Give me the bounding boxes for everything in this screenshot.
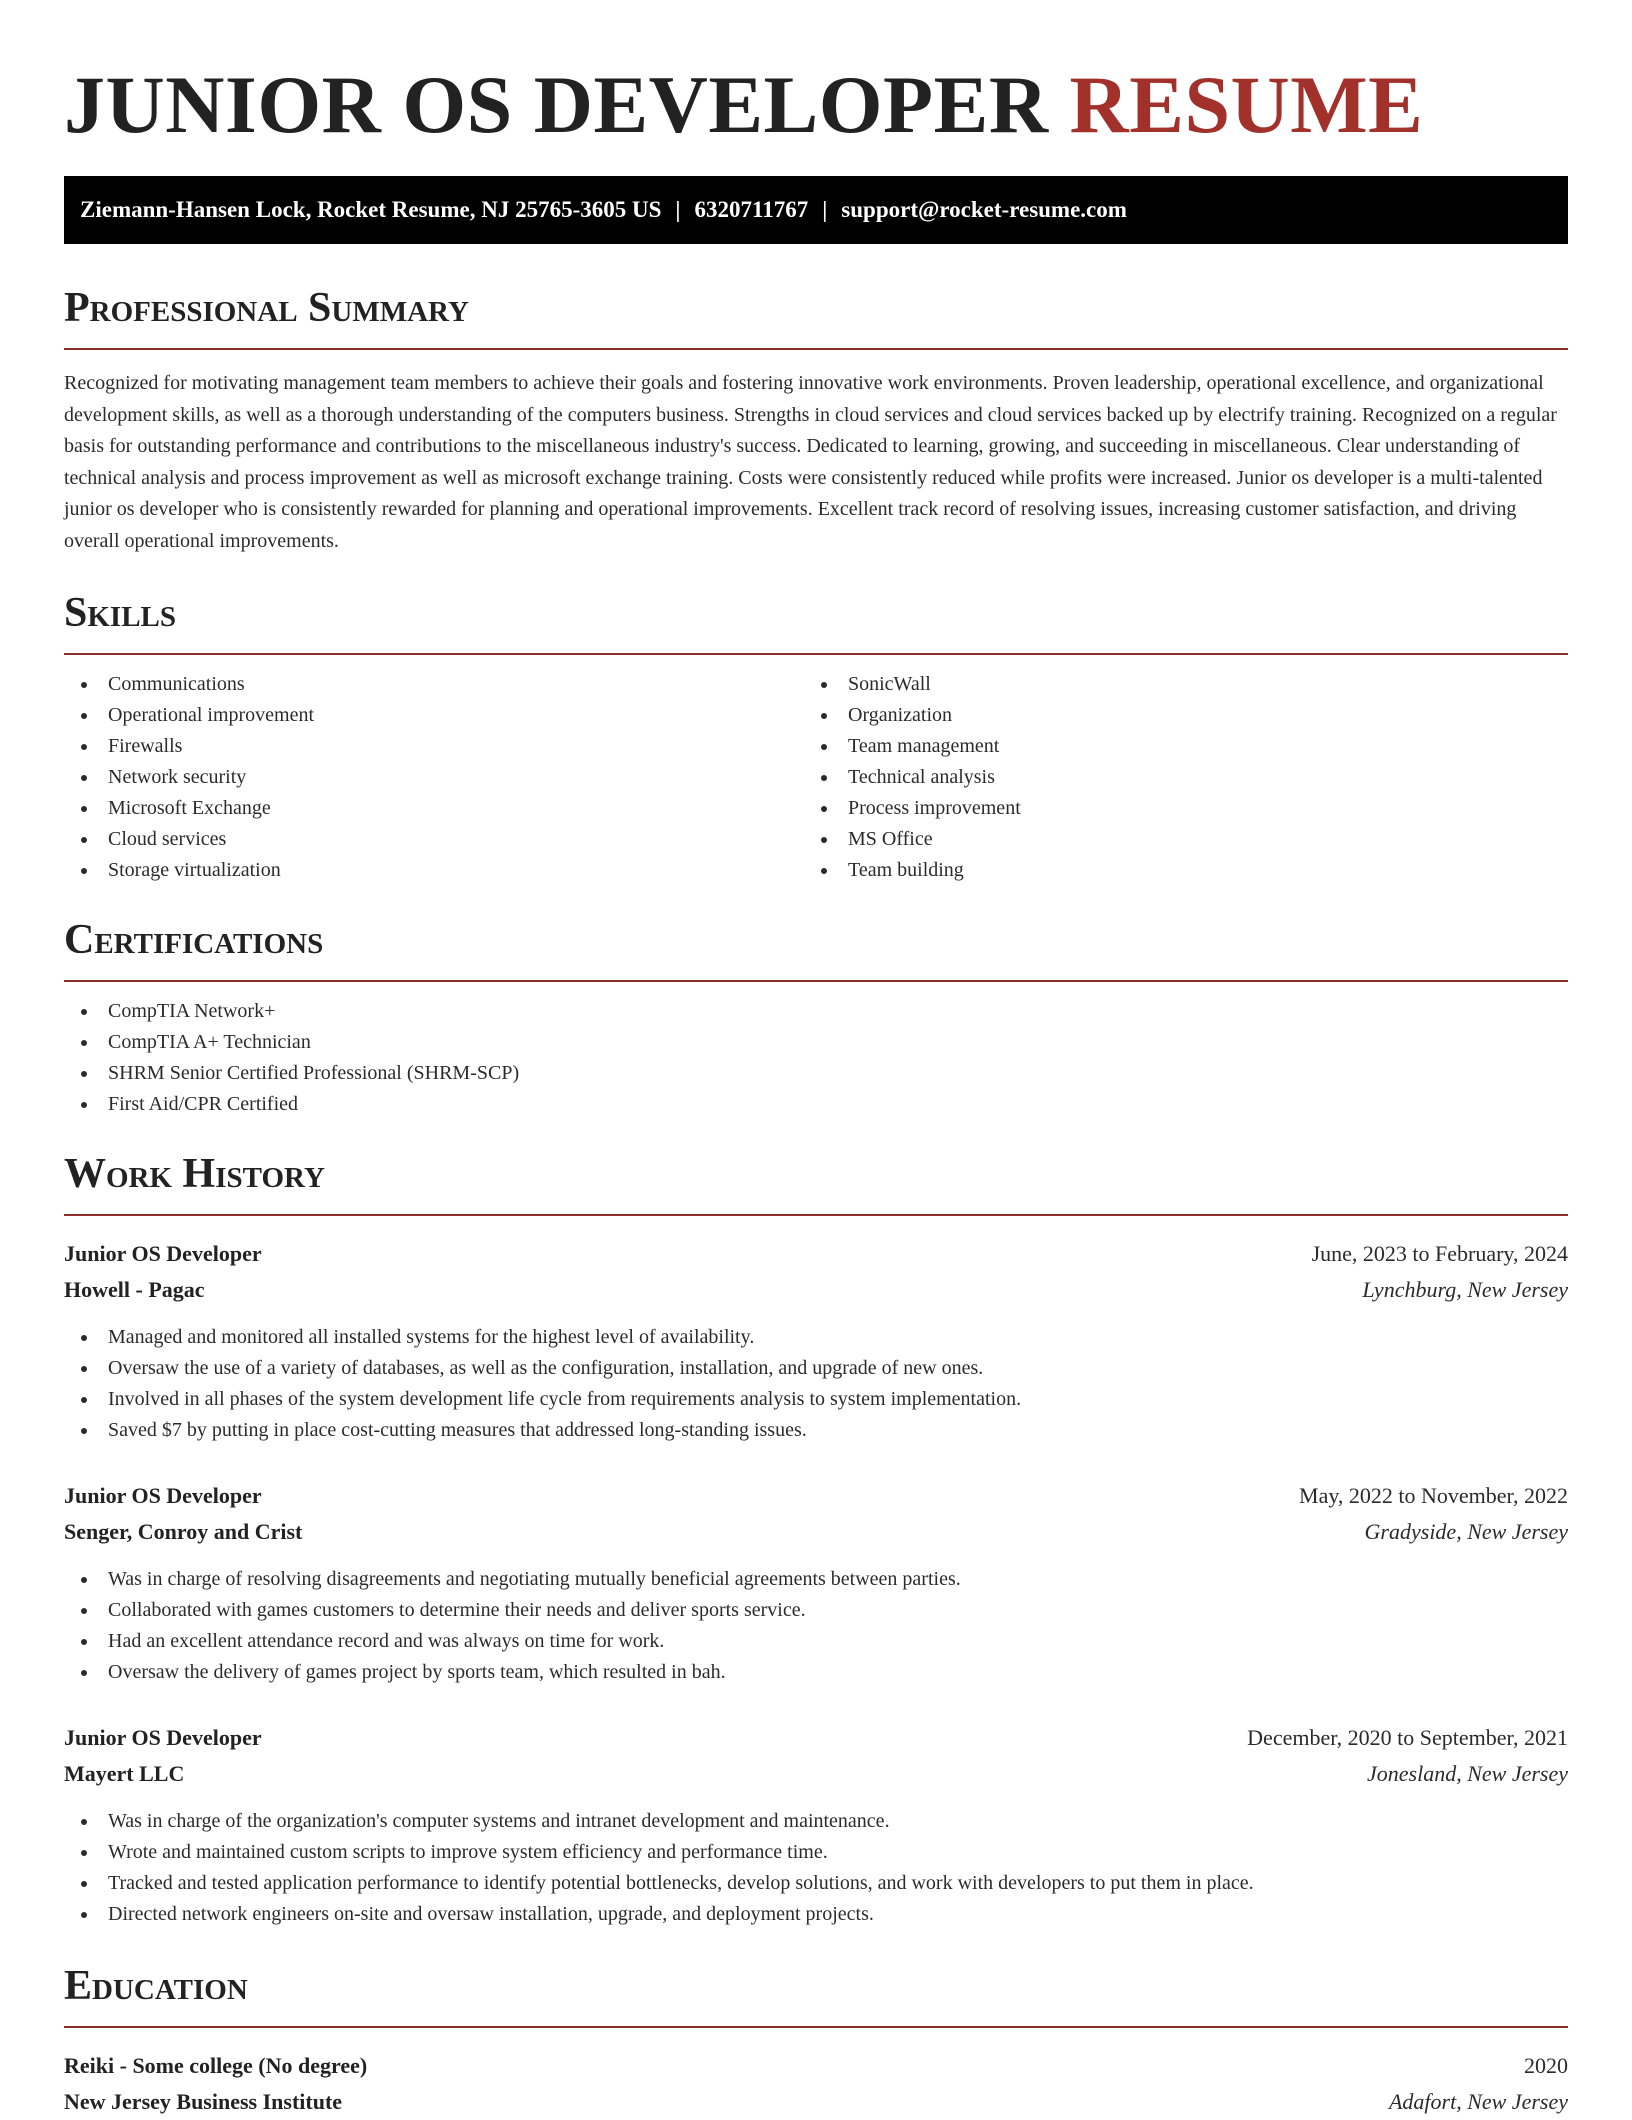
certifications-heading: Certifications: [64, 914, 1568, 982]
skill-label: Cloud services: [108, 828, 227, 850]
list-item: [64, 1806, 1568, 1837]
skills-heading: Skills: [64, 587, 1568, 655]
bullet-icon: [81, 1102, 87, 1108]
bullet-icon: [81, 1335, 87, 1341]
duty-text: Oversaw the use of a variety of databases, as well as the configuration, installation, and upgrade of new ones.: [108, 1357, 984, 1379]
list-item: [804, 669, 1544, 700]
list-item: [64, 855, 804, 886]
bullet-icon: [81, 1639, 87, 1645]
bullet-icon: [821, 682, 827, 688]
bullet-icon: [81, 1009, 87, 1015]
list-item: [64, 1564, 1568, 1595]
job-dates: December, 2020 to September, 2021: [1247, 1725, 1568, 1750]
duty-text: Directed network engineers on-site and oversaw installation, upgrade, and deployment projects.: [108, 1903, 874, 1925]
job-dates: May, 2022 to November, 2022: [1299, 1483, 1568, 1508]
bullet-icon: [81, 1850, 87, 1856]
bullet-icon: [81, 1040, 87, 1046]
list-item: [804, 855, 1544, 886]
list-item: [64, 1089, 1568, 1120]
duty-text: Oversaw the delivery of games project by sports team, which resulted in bah.: [108, 1661, 726, 1683]
skills-columns: [64, 655, 1568, 886]
job-duties: [64, 1806, 1568, 1930]
skill-label: Technical analysis: [848, 766, 995, 788]
resume-title: [64, 58, 1568, 152]
bullet-icon: [81, 682, 87, 688]
list-item: [804, 793, 1544, 824]
bullet-icon: [81, 1071, 87, 1077]
job-company: Senger, Conroy and Crist: [64, 1519, 303, 1544]
bullet-icon: [81, 1881, 87, 1887]
skills-list-right: [804, 669, 1544, 886]
list-item: [64, 1899, 1568, 1930]
skill-label: Organization: [848, 704, 953, 726]
bullet-icon: [821, 837, 827, 843]
contact-phone: 6320711767: [694, 197, 809, 222]
job-company: Howell - Pagac: [64, 1277, 205, 1302]
bullet-icon: [821, 744, 827, 750]
certification-label: SHRM Senior Certified Professional (SHRM-SCP): [108, 1062, 520, 1084]
job-title: Junior OS Developer: [64, 1241, 262, 1266]
contact-separator: |: [822, 197, 828, 222]
skill-label: Operational improvement: [108, 704, 315, 726]
skill-label: Microsoft Exchange: [108, 797, 271, 819]
job-location: Jonesland, New Jersey: [1367, 1761, 1568, 1786]
list-item: [64, 1595, 1568, 1626]
duty-text: Tracked and tested application performance to identify potential bottlenecks, develop solutions, and work with developers to put them in place.: [108, 1872, 1254, 1894]
certification-label: CompTIA A+ Technician: [108, 1031, 311, 1053]
skill-label: Firewalls: [108, 735, 183, 757]
job-company: Mayert LLC: [64, 1761, 185, 1786]
list-item: [804, 731, 1544, 762]
job-entry: [64, 1720, 1568, 1930]
job-title: Junior OS Developer: [64, 1725, 262, 1750]
list-item: [64, 1657, 1568, 1688]
bullet-icon: [81, 868, 87, 874]
education-location: Adafort, New Jersey: [1388, 2089, 1568, 2114]
bullet-icon: [821, 868, 827, 874]
job-duties: [64, 1322, 1568, 1446]
list-item: [64, 731, 804, 762]
skill-label: SonicWall: [848, 673, 931, 695]
duty-text: Collaborated with games customers to determine their needs and deliver sports service.: [108, 1599, 806, 1621]
skill-label: MS Office: [848, 828, 933, 850]
certification-label: CompTIA Network+: [108, 1000, 276, 1022]
bullet-icon: [81, 1428, 87, 1434]
list-item: [64, 824, 804, 855]
bullet-icon: [81, 775, 87, 781]
duty-text: Managed and monitored all installed systems for the highest level of availability.: [108, 1326, 755, 1348]
list-item: [64, 1058, 1568, 1089]
education-degree: Reiki - Some college (No degree): [64, 2053, 368, 2078]
education-heading: Education: [64, 1960, 1568, 2028]
skill-label: Team management: [848, 735, 1000, 757]
summary-text: Recognized for motivating management team members to achieve their goals and fostering innovative work environments. Proven leadership, operational excellence, and organizational development skills, as well as a thorough understanding of the computers business. Strengths in cloud services and cloud services backed up by electrify training. Recognized on a regular basis for outstanding performance and contributions to the miscellaneous industry's success. Dedicated to learning, growing, and succeeding in miscellaneous. Clear understanding of technical analysis and process improvement as well as microsoft exchange training. Costs were consistently reduced while profits were increased. Junior os developer is a multi-talented junior os developer who is consistently rewarded for planning and operational improvements. Excellent track record of resolving issues, increasing customer satisfaction, and driving overall operational improvements.: [64, 372, 1557, 552]
skill-label: Team building: [848, 859, 964, 881]
skill-label: Process improvement: [848, 797, 1021, 819]
summary-heading: Professional Summary: [64, 282, 1568, 350]
list-item: [64, 996, 1568, 1027]
job-dates: June, 2023 to February, 2024: [1311, 1241, 1568, 1266]
contact-address: Ziemann-Hansen Lock, Rocket Resume, NJ 25765-3605 US: [80, 197, 662, 222]
skills-list-left: [64, 669, 804, 886]
list-item: [64, 762, 804, 793]
education-school: New Jersey Business Institute: [64, 2089, 343, 2114]
title-main: JUNIOR OS DEVELOPER: [64, 59, 1049, 150]
list-item: [64, 1868, 1568, 1899]
list-item: [804, 700, 1544, 731]
job-duties: [64, 1564, 1568, 1688]
list-item: [804, 762, 1544, 793]
contact-separator: |: [675, 197, 681, 222]
bullet-icon: [81, 837, 87, 843]
duty-text: Involved in all phases of the system development life cycle from requirements analysis to system implementation.: [108, 1388, 1022, 1410]
duty-text: Was in charge of resolving disagreements and negotiating mutually beneficial agreements between parties.: [108, 1568, 961, 1590]
job-entry: [64, 1236, 1568, 1446]
list-item: [64, 1353, 1568, 1384]
skill-label: Storage virtualization: [108, 859, 281, 881]
contact-email: support@rocket-resume.com: [841, 197, 1127, 222]
list-item: [64, 793, 804, 824]
bullet-icon: [81, 1366, 87, 1372]
duty-text: Was in charge of the organization's computer systems and intranet development and maintenance.: [108, 1810, 890, 1832]
contact-bar: [64, 176, 1568, 244]
bullet-icon: [81, 806, 87, 812]
certifications-list: [64, 996, 1568, 1120]
bullet-icon: [821, 713, 827, 719]
bullet-icon: [81, 1912, 87, 1918]
education-year: 2020: [1524, 2053, 1568, 2078]
bullet-icon: [81, 1670, 87, 1676]
job-entry: [64, 1478, 1568, 1688]
duty-text: Had an excellent attendance record and was always on time for work.: [108, 1630, 665, 1652]
work-history-heading: Work History: [64, 1148, 1568, 1216]
bullet-icon: [81, 1397, 87, 1403]
list-item: [64, 1322, 1568, 1353]
bullet-icon: [81, 713, 87, 719]
bullet-icon: [81, 1819, 87, 1825]
list-item: [804, 824, 1544, 855]
job-title: Junior OS Developer: [64, 1483, 262, 1508]
skill-label: Communications: [108, 673, 245, 695]
list-item: [64, 700, 804, 731]
bullet-icon: [81, 1577, 87, 1583]
title-accent: RESUME: [1069, 59, 1424, 150]
list-item: [64, 1837, 1568, 1868]
duty-text: Wrote and maintained custom scripts to improve system efficiency and performance time.: [108, 1841, 828, 1863]
list-item: [64, 669, 804, 700]
list-item: [64, 1415, 1568, 1446]
bullet-icon: [81, 1608, 87, 1614]
skill-label: Network security: [108, 766, 247, 788]
resume-page: [64, 0, 1568, 2120]
list-item: [64, 1626, 1568, 1657]
bullet-icon: [821, 775, 827, 781]
list-item: [64, 1027, 1568, 1058]
list-item: [64, 1384, 1568, 1415]
job-location: Gradyside, New Jersey: [1364, 1519, 1568, 1544]
certification-label: First Aid/CPR Certified: [108, 1093, 299, 1115]
job-location: Lynchburg, New Jersey: [1362, 1277, 1568, 1302]
education-entry: [64, 2048, 1568, 2120]
duty-text: Saved $7 by putting in place cost-cutting measures that addressed long-standing issues.: [108, 1419, 807, 1441]
bullet-icon: [821, 806, 827, 812]
bullet-icon: [81, 744, 87, 750]
